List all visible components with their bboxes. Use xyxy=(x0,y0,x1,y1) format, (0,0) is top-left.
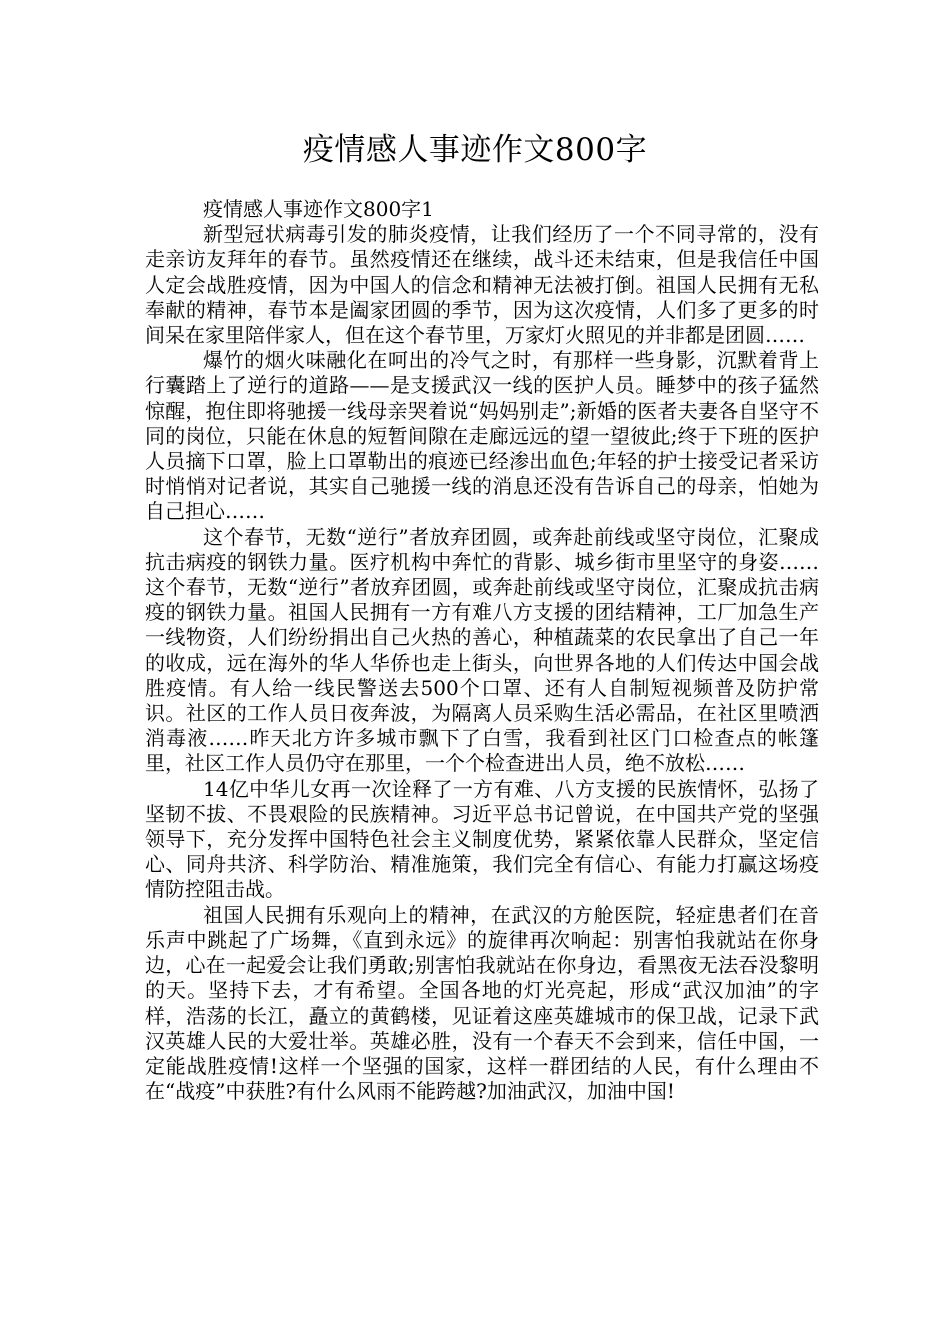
document-title: 疫情感人事迹作文800字 xyxy=(302,132,648,168)
essay-subtitle: 疫情感人事迹作文800字1 xyxy=(203,197,434,221)
paragraph: 祖国人民拥有乐观向上的精神，在武汉的方舱医院，轻症患者们在音乐声中跳起了广场舞，《直到永远》的旋律再次响起：别害怕我就站在你身边，心在一起爱会让我们勇敢;别害怕我就站在你身边，看黑夜无法吞没黎明的天。坚持下去，才有希望。全国各地的灯光亮起，形成“武汉加油”的字样，浩荡的长江，矗立的黄鹤楼，见证着这座英雄城市的保卫战，记录下武汉英雄人民的大爱壮举。英雄必胜，没有一个春天不会到来，信任中国，一定能战胜疫情!这样一个坚强的国家，这样一群团结的人民，有什么理由不在“战疫”中获胜?有什么风雨不能跨越?加油武汉，加油中国! xyxy=(145,902,819,1104)
paragraph: 爆竹的烟火味融化在呵出的冷气之时，有那样一些身影，沉默着背上行囊踏上了逆行的道路——是支援武汉一线的医护人员。睡梦中的孩子猛然惊醒，抱住即将驰援一线母亲哭着说“妈妈别走”;新婚的医者夫妻各自坚守不同的岗位，只能在休息的短暂间隙在走廊远远的望一望彼此;终于下班的医护人员摘下口罩，脸上口罩勒出的痕迹已经渗出血色;年轻的护士接受记者采访时悄悄对记者说，其实自己驰援一线的消息还没有告诉自己的母亲，怕她为自己担心…… xyxy=(145,348,819,524)
document-body xyxy=(145,197,819,1104)
paragraph: 新型冠状病毒引发的肺炎疫情，让我们经历了一个不同寻常的，没有走亲访友拜年的春节。虽然疫情还在继续，战斗还未结束，但是我信任中国人定会战胜疫情，因为中国人的信念和精神无法被打倒。祖国人民拥有无私奉献的精神，春节本是阖家团圆的季节，因为这次疫情，人们多了更多的时间呆在家里陪伴家人，但在这个春节里，万家灯火照见的并非都是团圆…… xyxy=(145,222,819,348)
paragraph: 这个春节，无数“逆行”者放弃团圆，或奔赴前线或坚守岗位，汇聚成抗击病疫的钢铁力量。医疗机构中奔忙的背影、城乡街市里坚守的身姿……这个春节，无数“逆行”者放弃团圆，或奔赴前线或坚守岗位，汇聚成抗击病疫的钢铁力量。祖国人民拥有一方有难八方支援的团结精神，工厂加急生产一线物资，人们纷纷捐出自己火热的善心，种植蔬菜的农民拿出了自己一年的收成，远在海外的华人华侨也走上街头，向世界各地的人们传达中国会战胜疫情。有人给一线民警送去500个口罩、还有人自制短视频普及防护常识。社区的工作人员日夜奔波，为隔离人员采购生活必需品，在社区里喷洒消毒液……昨天北方许多城市飘下了白雪，我看到社区门口检查点的帐篷里，社区工作人员仍守在那里，一个个检查进出人员，绝不放松…… xyxy=(145,524,819,776)
paragraph: 14亿中华儿女再一次诠释了一方有难、八方支援的民族情怀，弘扬了坚韧不拔、不畏艰险的民族精神。习近平总书记曾说，在中国共产党的坚强领导下，充分发挥中国特色社会主义制度优势，紧紧依靠人民群众，坚定信心、同舟共济、科学防治、精准施策，我们完全有信心、有能力打赢这场疫情防控阻击战。 xyxy=(145,776,819,902)
